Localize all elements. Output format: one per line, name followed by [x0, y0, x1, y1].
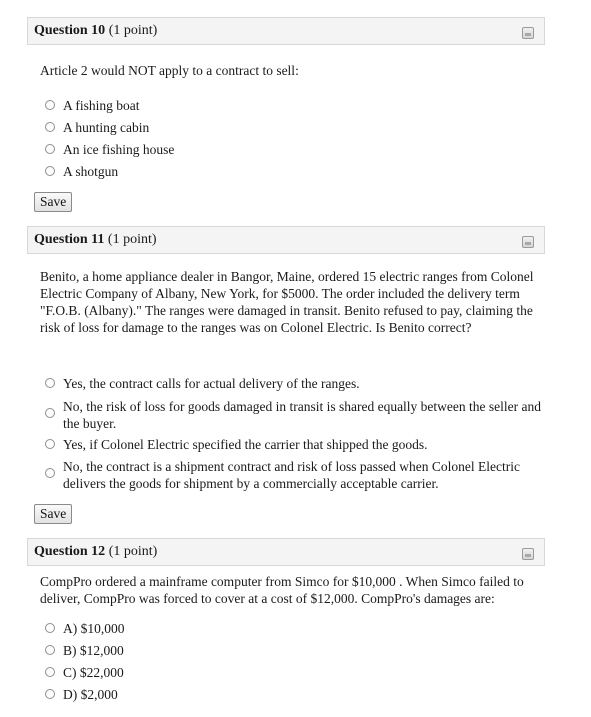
save-button[interactable]: Save: [34, 192, 72, 212]
option-label: Yes, if Colonel Electric specified the carrier that shipped the goods.: [63, 437, 428, 452]
question-10-title: [34, 23, 157, 39]
question-10-number: Question 10: [34, 23, 106, 38]
question-11-option[interactable]: [45, 375, 545, 392]
radio-button[interactable]: [45, 378, 55, 388]
question-10-option[interactable]: [45, 163, 545, 180]
option-label: No, the contract is a shipment contract and risk of loss passed when Colonel Electric delivers the goods for shipment by a commercially acceptable carrier.: [63, 459, 521, 491]
radio-button[interactable]: [45, 144, 55, 154]
question-10-text: Article 2 would NOT apply to a contract to sell:: [40, 63, 299, 78]
radio-button[interactable]: [45, 166, 55, 176]
question-11-option[interactable]: [45, 398, 545, 432]
radio-button[interactable]: [45, 667, 55, 677]
radio-button[interactable]: [45, 408, 55, 418]
option-label: An ice fishing house: [63, 142, 175, 157]
question-11-text: Benito, a home appliance dealer in Bangor, Maine, ordered 15 electric ranges from Colonel Electric Company of Albany, New York, for $5000. The order included the delivery term "F.O.B. (Albany)." The ranges were damaged in transit. Benito refused to pay, claiming the risk of loss for damage to the ranges was on Colonel Electric. Is Benito correct?: [40, 269, 534, 335]
question-12-title: [34, 544, 157, 560]
question-12-option[interactable]: [45, 642, 545, 659]
radio-button[interactable]: [45, 122, 55, 132]
question-12-option[interactable]: [45, 686, 545, 703]
question-10-option[interactable]: [45, 141, 545, 158]
option-label: C) $22,000: [63, 665, 124, 680]
question-12-option[interactable]: [45, 620, 545, 637]
save-icon[interactable]: [522, 27, 534, 39]
question-11-option[interactable]: [45, 458, 545, 492]
option-label: A shotgun: [63, 164, 119, 179]
question-12-text: CompPro ordered a mainframe computer from Simco for $10,000 . When Simco failed to deliver, CompPro was forced to cover at a cost of $12,000. CompPro's damages are:: [40, 574, 524, 606]
question-12-points: (1 point): [105, 544, 158, 559]
option-label: A fishing boat: [63, 98, 140, 113]
question-11-option[interactable]: [45, 436, 545, 453]
option-label: D) $2,000: [63, 687, 118, 702]
radio-button[interactable]: [45, 468, 55, 478]
question-10-header: [27, 17, 545, 45]
question-10-option[interactable]: [45, 119, 545, 136]
save-icon[interactable]: [522, 236, 534, 248]
radio-button[interactable]: [45, 439, 55, 449]
question-11-number: Question 11: [34, 232, 105, 247]
question-11-title: [34, 232, 157, 248]
option-label: Yes, the contract calls for actual delivery of the ranges.: [63, 376, 360, 391]
question-11-header: [27, 226, 545, 254]
question-12-number: Question 12: [34, 544, 106, 559]
save-icon[interactable]: [522, 548, 534, 560]
question-10-points: (1 point): [105, 23, 158, 38]
question-12-option[interactable]: [45, 664, 545, 681]
radio-button[interactable]: [45, 623, 55, 633]
radio-button[interactable]: [45, 645, 55, 655]
question-10-option[interactable]: [45, 97, 545, 114]
question-11-points: (1 point): [104, 232, 157, 247]
radio-button[interactable]: [45, 100, 55, 110]
option-label: No, the risk of loss for goods damaged in transit is shared equally between the seller and the buyer.: [63, 399, 542, 431]
question-12-header: [27, 538, 545, 566]
radio-button[interactable]: [45, 689, 55, 699]
option-label: A) $10,000: [63, 621, 125, 636]
option-label: B) $12,000: [63, 643, 124, 658]
option-label: A hunting cabin: [63, 120, 150, 135]
save-button[interactable]: Save: [34, 504, 72, 524]
